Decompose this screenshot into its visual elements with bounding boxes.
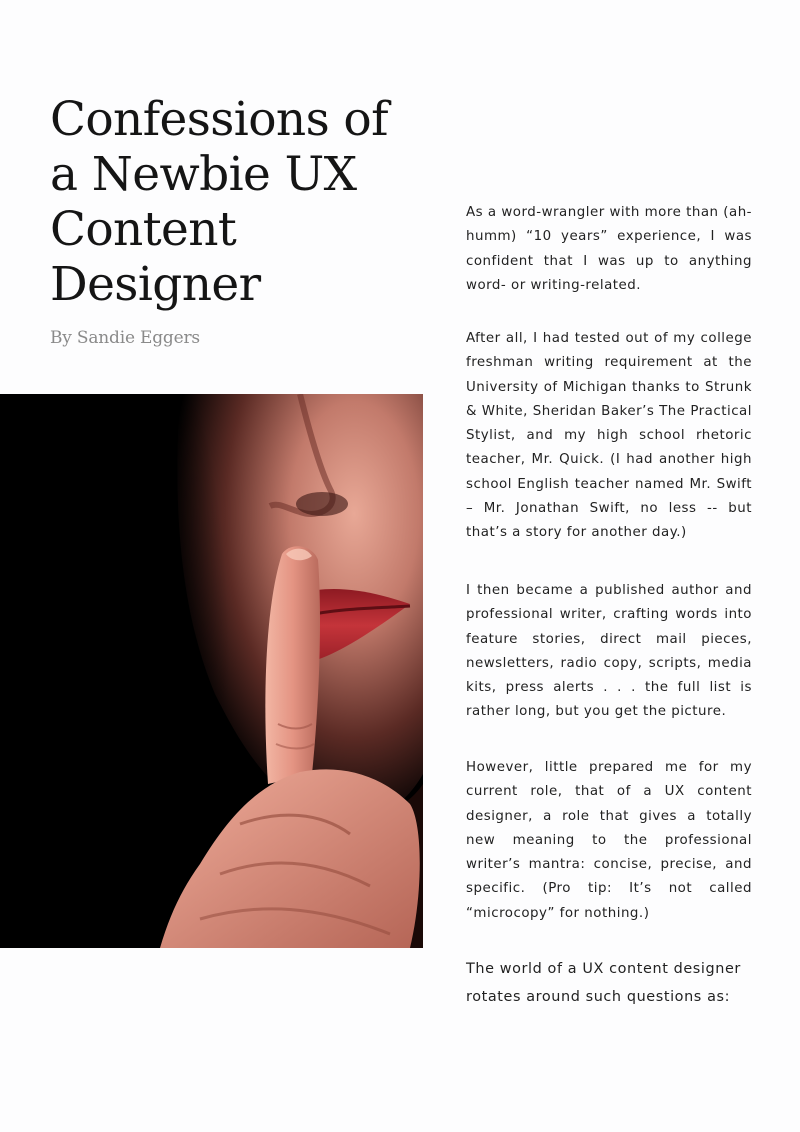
body-paragraph: As a word-wrangler with more than (ah-humm) “10 years” experience, I was confident that I was up to anything word- or writing-related. bbox=[466, 205, 753, 293]
article-title bbox=[50, 92, 430, 312]
title-line: Confessions of bbox=[50, 92, 388, 147]
title-line: Content bbox=[50, 202, 237, 257]
body-paragraph: After all, I had tested out of my college freshman writing requirement at the University of Michigan thanks to Strunk & White, Sheridan Baker’s The Practical Stylist, and my high school rhetoric teacher, Mr. Quick. (I had another high school English teacher named Mr. Swift – Mr. Jonathan Swift, no less -- but that’s a story for another day.) bbox=[466, 331, 752, 541]
hero-photo bbox=[0, 394, 423, 948]
body-paragraph: I then became a published author and professional writer, crafting words into feature stories, direct mail pieces, newsletters, radio copy, scripts, media kits, press alerts . . . the full list is rather long, but you get the picture. bbox=[466, 583, 752, 720]
title-line: Designer bbox=[50, 257, 261, 312]
body-paragraph-lead-in: The world of a UX content designer rotates around such questions as: bbox=[466, 961, 741, 1005]
body-paragraph: However, little prepared me for my current role, that of a UX content designer, a role that gives a totally new meaning to the professional writer’s mantra: concise, precise, and specific. (Pro tip: It’s not called “microcopy” for nothing.) bbox=[466, 760, 752, 921]
title-line: a Newbie UX bbox=[50, 147, 357, 202]
shush-portrait-image bbox=[0, 394, 423, 948]
author-byline: By Sandie Eggers bbox=[50, 328, 200, 348]
